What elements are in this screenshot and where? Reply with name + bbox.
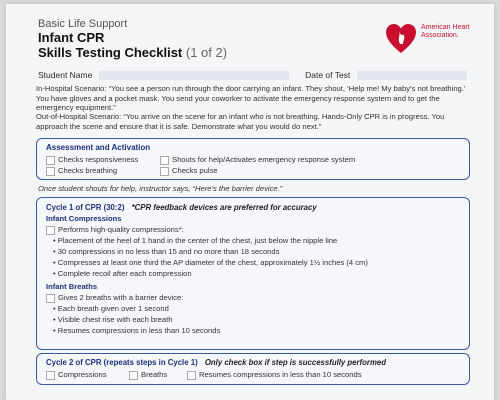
cycle1-header (46, 203, 317, 212)
breaths-bullet: • Each breath given over 1 second (53, 304, 169, 313)
in-hospital-scenario: In-Hospital Scenario: “You see a person run through the door carrying an infant. They shout, ‘Help me! My baby’s not breathing.’ You have gloves and a pocket mask. You send your coworker to activate the emergency response system and to get the emergency equipment.” (36, 84, 466, 112)
aha-logo (384, 22, 484, 56)
checkbox[interactable] (160, 156, 169, 165)
checkbox[interactable] (160, 167, 169, 176)
subtitle: Basic Life Support (38, 18, 128, 30)
compressions-check-item: Performs high-quality compressions*: (46, 225, 184, 235)
compressions-heading: Infant Compressions (46, 214, 122, 223)
compressions-bullet: • Placement of the heel of 1 hand in the center of the chest, just below the nipple line (53, 236, 337, 245)
breaths-bullet: • Visible chest rise with each breath (53, 315, 172, 324)
shouts-for-help-item: Shouts for help/Activates emergency response system (160, 155, 355, 165)
student-name-field[interactable] (99, 71, 289, 80)
student-fields (38, 70, 478, 82)
logo-text: American Heart Association. (421, 24, 470, 39)
cycle2-section (36, 353, 470, 385)
checkbox[interactable] (46, 371, 55, 380)
compressions-bullet: • Compresses at least one third the AP diameter of the chest, approximately 1½ inches (4 cm) (53, 258, 368, 267)
breaths-check-item: Gives 2 breaths with a barrier device: (46, 293, 183, 303)
heart-torch-icon (384, 22, 418, 56)
cycle2-note: Only check box if step is successfully performed (204, 358, 386, 367)
checklist-title-text: Skills Testing Checklist (38, 45, 183, 60)
cycle2-compressions-item: Compressions (46, 370, 107, 380)
feedback-note: *CPR feedback devices are preferred for accuracy (131, 203, 317, 212)
cycle1-section (36, 197, 470, 350)
check-pulse-item: Checks pulse (160, 166, 218, 176)
cycle1-title: Cycle 1 of CPR (30:2) (46, 203, 125, 212)
checkbox[interactable] (46, 167, 55, 176)
out-of-hospital-scenario: Out-of-Hospital Scenario: “You arrive on the scene for an infant who is not breathing. Hands-Only CPR is in progress. You approach the scene and ensure that it is safe. Demonstrate what you would do next.” (36, 112, 445, 131)
date-label: Date of Test (305, 70, 351, 80)
checklist-page (6, 4, 494, 400)
checkbox[interactable] (46, 294, 55, 303)
assessment-section (36, 138, 470, 180)
compressions-bullet: • 30 compressions in no less than 15 and no more than 18 seconds (53, 247, 279, 256)
checkbox[interactable] (129, 371, 138, 380)
cycle2-resumes-item: Resumes compressions in less than 10 seconds (187, 370, 362, 380)
compressions-bullet: • Complete recoil after each compression (53, 269, 192, 278)
date-field[interactable] (357, 71, 467, 80)
checklist-title (38, 45, 227, 60)
page-indicator: (1 of 2) (185, 45, 228, 60)
student-name-label: Student Name (38, 70, 93, 80)
check-breathing-item: Checks breathing (46, 166, 117, 176)
assessment-title: Assessment and Activation (46, 143, 151, 152)
checkbox[interactable] (187, 371, 196, 380)
cycle2-title: Cycle 2 of CPR (repeats steps in Cycle 1) (46, 358, 198, 367)
page-title: Infant CPR (38, 30, 105, 45)
cycle2-breaths-item: Breaths (129, 370, 167, 380)
breaths-bullet: • Resumes compressions in less than 10 seconds (53, 326, 220, 335)
checkbox[interactable] (46, 226, 55, 235)
cycle2-header (46, 358, 386, 367)
check-responsiveness-item: Checks responsiveness (46, 155, 138, 165)
checkbox[interactable] (46, 156, 55, 165)
breaths-heading: Infant Breaths (46, 282, 98, 291)
barrier-device-note: Once student shouts for help, instructor says, “Here’s the barrier device.” (38, 184, 283, 193)
